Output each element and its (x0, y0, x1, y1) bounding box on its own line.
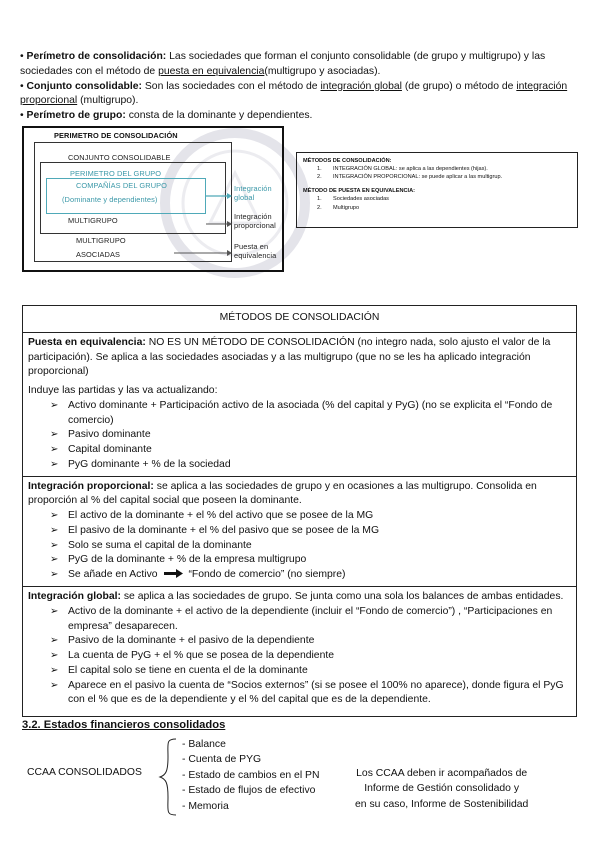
text: (de grupo) o método de (401, 80, 517, 92)
integracion-global-cell (23, 586, 576, 716)
term: Perímetro de grupo: (26, 110, 126, 122)
ccaa-note-line: en su caso, Informe de Sostenibilidad (355, 798, 529, 810)
text: “Fondo de comercio” (no siempre) (188, 569, 346, 581)
list-item: ➢ Activo de la dominante + el activo de la dependiente (incluir el “Fondo de comercio”) , “Participaciones en empresa” desaparecen. (50, 605, 571, 635)
right-arrow-icon (164, 569, 184, 578)
text: se aplica a las sociedades de grupo y en ocasiones a las multigrupo. Consolida en proporción al % del capital social que poseen la dominante. (28, 480, 537, 507)
method-item (303, 195, 571, 203)
ip-list (28, 509, 571, 568)
term: Perímetro de consolidación: (26, 51, 167, 62)
item-number: 1. (317, 196, 322, 203)
pe-list (28, 399, 571, 473)
diagram-title: PERIMETRO DE CONSOLIDACIÓN (54, 131, 178, 140)
section-title-text: 3.2. Estados financieros consolidados (22, 719, 226, 731)
list-item: ➢ Pasivo de la dominante + el pasivo de la dependiente (50, 634, 571, 649)
equivalencia-heading: MÉTODO DE PUESTA EN EQUIVALENCIA: (303, 188, 415, 195)
table-header: MÉTODOS DE CONSOLIDACIÓN (219, 312, 380, 323)
ccaa-item: - Cuenta de PYG (182, 754, 262, 766)
pe-intro: Induye las partidas y las va actualizando: (28, 385, 218, 397)
ccaa-note-line: Informe de Gestión consolidado y (364, 783, 520, 795)
term: Puesta en equivalencia: (28, 336, 146, 348)
definition-perimetro-consolidacion: • Perímetro de consolidación: Las sociedades que forman el conjunto consolidable (de grupo y multigrupo) y las sociedades con el método de puesta en equivalencia(multigrupo y asociadas). (20, 51, 546, 77)
text: (no integro nada, solo ajusto el valor de la participación). Se aplica a las sociedades asociadas y a las multigrupo (que no se les ha aplicado integración proporcional) (28, 336, 551, 378)
term: Integración proporcional: (28, 480, 154, 492)
method-item (303, 204, 571, 212)
list-item: ➢ PyG de la dominante + % de la empresa multigrupo (50, 553, 571, 568)
methods-heading: MÉTODOS DE CONSOLIDACIÓN: (303, 158, 392, 164)
text: se aplica a las sociedades de grupo. Se junta como una sola los balances de ambas entidades. (120, 591, 564, 603)
ccaa-item: - Memoria (182, 800, 229, 812)
list-item: ➢ PyG dominante + % de la sociedad (50, 458, 571, 473)
underlined-term: puesta en equivalencia (158, 65, 265, 77)
text: Las sociedades que forman el conjunto consolidable (de grupo y multigrupo) y las sociedades con el método de (20, 51, 546, 77)
multigrupo-label: MULTIGRUPO (76, 236, 126, 245)
ig-line2: global (234, 192, 255, 202)
perimetro-diagram (22, 126, 284, 272)
asociadas-label: ASOCIADAS (76, 250, 121, 259)
ip-line2: proporcional (234, 220, 276, 230)
pe-description (28, 336, 571, 380)
text: Se añade en Activo (68, 569, 158, 581)
pe-line1: Puesta en (234, 242, 269, 251)
ip-line1: Integración (234, 212, 272, 221)
text: Son las sociedades con el método de (141, 80, 321, 92)
ccaa-items (182, 737, 319, 814)
label-integracion-proporcional (234, 213, 276, 231)
pe-line2: equivalencia (234, 250, 277, 260)
dominante-label: (Dominante y dependientes) (62, 195, 158, 204)
term: Conjunto consolidable: (26, 80, 142, 92)
item-text: Multigrupo (333, 204, 360, 211)
ig-line1: Integración (234, 184, 272, 193)
item-number: 2. (317, 174, 322, 181)
label-integracion-global (234, 185, 272, 203)
definition-perimetro-grupo: • Perímetro de grupo: consta de la dominante y dependientes. (20, 110, 313, 122)
list-item: ➢ Solo se suma el capital de la dominante (50, 539, 571, 554)
curly-brace-icon (158, 737, 178, 817)
ccaa-note-line: Los CCAA deben ir acompañados de (356, 768, 528, 779)
ig-description (28, 590, 571, 605)
term: Integración global: (28, 591, 121, 603)
section-title (22, 718, 225, 734)
perimetro-grupo-label: PERIMETRO DEL GRUPO (70, 169, 162, 178)
list-item (50, 568, 571, 583)
ccaa-note (355, 766, 528, 812)
list-item: ➢ La cuenta de PyG + el % que se posea de la dependiente (50, 649, 571, 664)
multigrupo-inner-label: MULTIGRUPO (68, 216, 118, 225)
text: (multigrupo y asociadas). (264, 65, 381, 77)
underlined-term: integración proporcional (20, 80, 568, 107)
ig-list (28, 605, 571, 708)
companias-label: COMPAÑÍAS DEL GRUPO (76, 181, 168, 190)
integracion-proporcional-cell (23, 476, 576, 586)
item-number: 2. (317, 204, 322, 211)
method-item (303, 165, 571, 173)
ccaa-item: - Balance (182, 739, 226, 750)
underlined-term: integración global (320, 80, 402, 92)
list-item: ➢ Pasivo dominante (50, 428, 571, 443)
definition-conjunto-consolidable: • Conjunto consolidable: Son las sociedades con el método de integración global (de grupo) o método de integración proporcional (multigrupo). (20, 80, 568, 107)
text: consta de la dominante y dependientes. (125, 110, 313, 122)
item-text: INTEGRACIÓN PROPORCIONAL: se puede aplicar a las multigrup. (333, 174, 503, 181)
methods-summary-box (296, 152, 578, 228)
methods-table (22, 305, 577, 717)
list-item: ➢ El activo de la dominante + el % del activo que se posee de la MG (50, 509, 571, 524)
ip-description (28, 480, 571, 510)
item-number: 1. (317, 166, 322, 173)
list-item: ➢ Aparece en el pasivo la cuenta de “Socios externos” (si se posee el 100% no aparece), donde figura el PyG con el % que es de la dependiente y el % del capital que es de la dependiente. (50, 679, 571, 709)
text: (multigrupo). (77, 95, 139, 107)
puesta-equivalencia-cell (23, 332, 576, 476)
list-item: ➢ Activo dominante + Participación activo de la asociada (% del capital y PyG) (no se explicita el “Fondo de comercio) (50, 399, 571, 429)
ip-list-last (28, 568, 571, 583)
ccaa-label: CCAA CONSOLIDADOS (27, 767, 142, 778)
list-item: ➢ El capital solo se tiene en cuenta el de la dominante (50, 664, 571, 679)
intro-definitions (20, 50, 580, 124)
ccaa-item: - Estado de flujos de efectivo (182, 785, 316, 797)
label-puesta-equivalencia (234, 243, 276, 261)
list-item: ➢ El pasivo de la dominante + el % del pasivo que se posee de la MG (50, 524, 571, 539)
method-item (303, 173, 571, 181)
list-item: ➢ Capital dominante (50, 443, 571, 458)
ccaa-item: - Estado de cambios en el PN (182, 769, 320, 781)
item-text: INTEGRACIÓN GLOBAL: se aplica a las dependientes (hijas). (333, 166, 488, 173)
text: NO ES UN MÉTODO DE CONSOLIDACIÓN (145, 336, 355, 348)
item-text: Sociedades asociadas (333, 196, 389, 203)
conjunto-label: CONJUNTO CONSOLIDABLE (68, 153, 171, 162)
